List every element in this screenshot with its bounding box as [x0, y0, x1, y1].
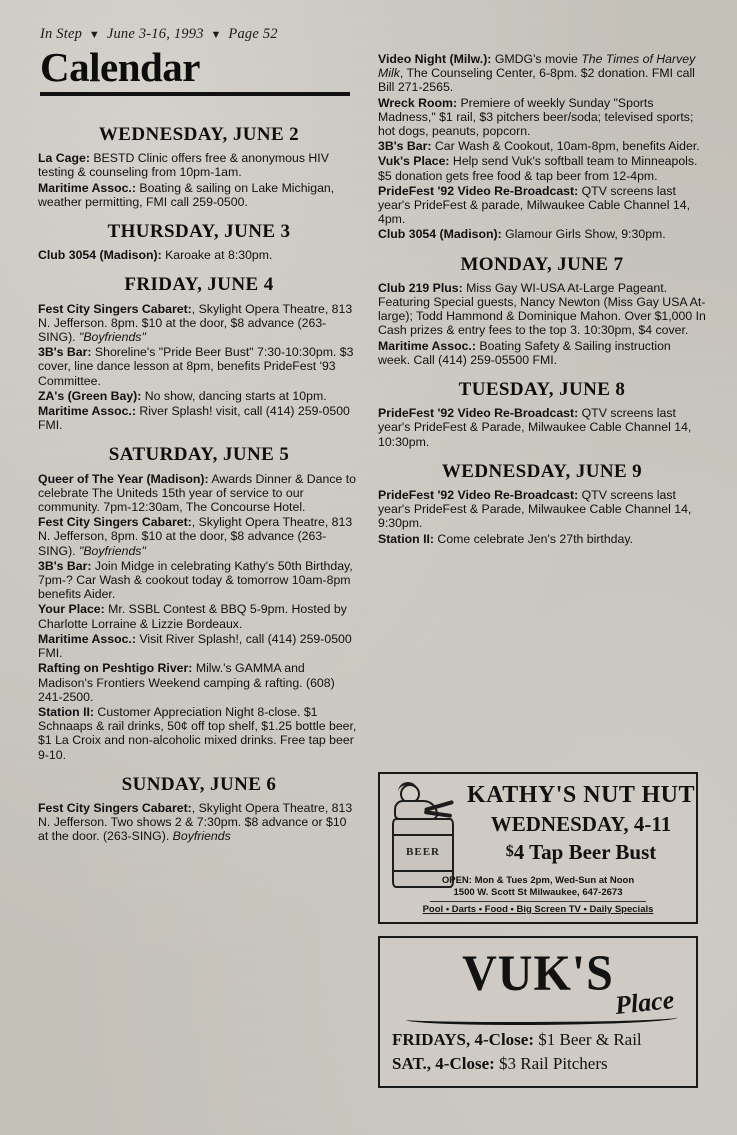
entry-title-italic: "Boyfriends": [75, 330, 146, 345]
page-number: Page 52: [228, 26, 278, 42]
calendar-entry: [38, 302, 360, 345]
entry-text: Karoake at 8:30pm.: [161, 248, 273, 263]
entry-text: Glamour Girls Show, 9:30pm.: [501, 227, 666, 242]
entry-text: Premiere of weekly Sunday "Sports Madness," $1 rail, $3 pitchers beer/soda; televised sports; hot dogs, peanuts, popcorn.: [378, 95, 694, 139]
entry-text: Visit River Splash!, call (414) 259-0500 FMI.: [38, 631, 352, 661]
entry-venue: 3B's Bar:: [378, 139, 432, 154]
entry-venue: Fest City Singers Cabaret:: [38, 301, 192, 316]
entry-venue: Club 219 Plus:: [378, 280, 463, 295]
day-heading: WEDNESDAY, JUNE 2: [98, 124, 300, 145]
entry-text: , Skylight Opera Theatre, 813 N. Jefferson, 8pm. $10 at the door, $8 advance (263-SING).: [38, 515, 353, 558]
entry-text: Boating Safety & Sailing instruction week. Call (414) 259-05500 FMI.: [378, 338, 671, 367]
entry-text: BESTD Clinic offers free & anonymous HIV testing & counseling from 10pm-1am.: [38, 151, 329, 180]
calendar-entry: [378, 281, 706, 338]
ad-kathys-nut-hut: [378, 772, 698, 924]
vuks-underline-swoosh: [406, 1012, 678, 1025]
nut-hut-address: 1500 W. Scott St Milwaukee, 647-2673: [453, 887, 623, 898]
entry-venue: Vuk's Place:: [378, 154, 450, 169]
vuks-friday-special: [392, 1030, 684, 1050]
entry-venue: Rafting on Peshtigo River:: [38, 661, 193, 676]
right-column: [378, 52, 706, 547]
entry-venue: PrideFest '92 Video Re-Broadcast:: [378, 183, 579, 198]
nut-hut-special-text: 4 Tap Beer Bust: [513, 840, 657, 864]
calendar-entry: [38, 602, 360, 630]
calendar-entry: [38, 632, 360, 660]
entry-venue: Station II:: [378, 531, 435, 546]
entry-text: QTV screens last year's PrideFest & Parade, Milwaukee Cable Channel 14, 10:30pm.: [378, 406, 692, 449]
calendar-entry: [378, 154, 706, 182]
entry-text: Come celebrate Jen's 27th birthday.: [434, 531, 633, 546]
entry-text: Mr. SSBL Contest & BBQ 5-9pm. Hosted by Charlotte Lorraine & Lizzie Bordeaux.: [38, 602, 347, 631]
nut-hut-special: [466, 840, 696, 865]
calendar-entry: [38, 248, 360, 262]
entry-text: Boating & sailing on Lake Michigan, weather permitting, FMI call 259-0500.: [38, 180, 335, 209]
vuks-friday-value: $1 Beer & Rail: [534, 1030, 642, 1049]
entry-venue: Club 3054 (Madison):: [38, 248, 162, 263]
vuks-saturday-special: [392, 1054, 684, 1074]
calendar-entry: [378, 488, 706, 531]
entry-venue: PrideFest '92 Video Re-Broadcast:: [378, 488, 579, 503]
entry-title-italic: "Boyfriends": [75, 543, 146, 558]
entry-venue: Station II:: [38, 704, 95, 719]
entry-venue: PrideFest '92 Video Re-Broadcast:: [378, 406, 579, 421]
calendar-entry: [38, 705, 360, 762]
issue-date: June 3-16, 1993: [106, 26, 204, 42]
day-heading: FRIDAY, JUNE 4: [124, 274, 274, 296]
calendar-entry: [378, 406, 706, 449]
entry-venue: Wreck Room:: [378, 95, 458, 110]
entry-title-italic: The Times of Harvey Milk: [378, 52, 696, 81]
calendar-entry: [378, 52, 706, 95]
calendar-entry: [38, 472, 360, 515]
vuks-saturday-label: SAT., 4-Close:: [392, 1054, 495, 1073]
calendar-entry: [38, 801, 360, 844]
dollar-sign: $: [505, 843, 514, 860]
vuks-saturday-value: $3 Rail Pitchers: [494, 1054, 608, 1073]
entry-text: No show, dancing starts at 10pm.: [141, 388, 327, 403]
vuks-friday-label: FRIDAYS, 4-Close:: [392, 1030, 534, 1049]
entry-text: , Skylight Opera Theatre, 813 N. Jefferson. Two shows 2 & 7:30pm. $8 advance or $10 at the door. (263-SING).: [38, 800, 353, 844]
separator-diamond-icon: ▼: [88, 29, 100, 41]
vuks-subname: Place: [613, 984, 676, 1021]
page-title: Calendar: [40, 44, 200, 90]
entry-text: Join Midge in celebrating Kathy's 50th Birthday, 7pm-? Car Wash & cookout today & tomorrow 10am-8pm benefits Aider.: [38, 558, 353, 602]
entry-venue: Maritime Assoc.:: [378, 338, 476, 353]
calendar-entry: [38, 389, 360, 403]
entry-venue: Maritime Assoc.:: [38, 631, 136, 646]
entry-venue: 3B's Bar:: [38, 558, 92, 573]
masthead: [40, 26, 360, 96]
calendar-entry: [38, 345, 360, 388]
keg-label: BEER: [406, 846, 440, 858]
vuks-name: VUK'S: [462, 945, 614, 1002]
entry-text: Customer Appreciation Night 8-close. $1 Schnaaps & rail drinks, 50¢ off top shelf, $1.25 bottle beer, $1 La Croix and non-alcoholic mixed drinks. Free tap beer 9-10.: [38, 704, 357, 762]
day-heading: THURSDAY, JUNE 3: [107, 221, 291, 243]
vuks-specials: [380, 1024, 696, 1074]
vuks-logo: [380, 938, 696, 1024]
title-rule: [40, 92, 350, 96]
entry-text: Milw.'s GAMMA and Madison's Frontiers Weekend camping & rafting. (608) 241-2500.: [38, 661, 335, 704]
entry-venue: Your Place:: [38, 602, 105, 617]
calendar-entry: [378, 532, 706, 546]
entry-text: GMDG's movie: [491, 52, 582, 66]
calendar-entry: [378, 96, 706, 139]
separator-diamond-icon-2: ▼: [210, 29, 222, 41]
entry-text: QTV screens last year's PrideFest & Parade, Milwaukee Cable Channel 14, 9:30pm.: [378, 488, 692, 531]
entry-text: QTV screens last year's PrideFest & parade, Milwaukee Cable Channel 14, 4pm.: [378, 183, 690, 227]
entry-venue: ZA's (Green Bay):: [38, 388, 142, 403]
left-column: [38, 124, 360, 845]
entry-venue: Fest City Singers Cabaret:: [38, 515, 192, 530]
entry-text: Miss Gay WI-USA At-Large Pageant. Featuring Special guests, Nancy Newton (Miss Gay USA At-large); Todd Hammond & Dominique Mahon. Over $1,000 In Cash prizes & entry fees to the top 3. 10:30pm, $4 cover.: [378, 280, 706, 338]
entry-venue: La Cage:: [38, 151, 90, 166]
calendar-entry: [38, 404, 360, 432]
calendar-entry: [378, 139, 706, 153]
calendar-entry: [378, 339, 706, 367]
masthead-line: [40, 26, 360, 43]
day-heading: SUNDAY, JUNE 6: [121, 773, 277, 795]
entry-text: Help send Vuk's softball team to Minneapols. $5 donation gets free food & tap beer from 12-4pm.: [378, 154, 698, 183]
entry-venue: Maritime Assoc.:: [38, 404, 136, 419]
day-heading: TUESDAY, JUNE 8: [458, 379, 626, 401]
entry-text: , Skylight Opera Theatre, 813 N. Jefferson. 8pm. $10 at the door, $8 advance (263-SING).: [38, 301, 353, 345]
nut-hut-hours: OPEN: Mon & Tues 2pm, Wed-Sun at Noon: [441, 875, 635, 886]
calendar-entry: [378, 184, 706, 227]
nut-hut-day: WEDNESDAY, 4-11: [490, 812, 672, 836]
nut-hut-footer: [380, 875, 696, 916]
entry-venue: Queer of The Year (Madison):: [38, 471, 209, 486]
entry-text: River Splash! visit, call (414) 259-0500 FMI.: [38, 404, 350, 433]
day-heading: MONDAY, JUNE 7: [460, 253, 624, 275]
nut-hut-name: KATHY'S NUT HUT: [467, 782, 695, 808]
entry-venue: Maritime Assoc.:: [38, 180, 136, 195]
entry-venue: 3B's Bar:: [38, 345, 92, 360]
entry-venue: Video Night (Milw.):: [378, 52, 492, 66]
entry-text: Shoreline's "Pride Beer Bust" 7:30-10:30pm. $3 cover, line dance lesson at 8pm, benefits PrideFest '93 Committee.: [38, 345, 354, 388]
calendar-entry: [38, 661, 360, 704]
entry-text: Awards Dinner & Dance to celebrate The Uniteds 15th year of service to our community. 7pm-12:30am, The Concourse Hotel.: [38, 471, 357, 515]
calendar-entry: [38, 515, 360, 558]
calendar-entry: [38, 151, 360, 179]
entry-venue: Club 3054 (Madison):: [378, 227, 502, 242]
ad-vuks-place: [378, 936, 698, 1088]
calendar-entry: [378, 227, 706, 241]
entry-text-cont: , The Counseling Center, 6-8pm. $2 donation. FMI call Bill 271-2565.: [378, 66, 695, 95]
entry-title-italic: Boyfriends: [169, 829, 231, 844]
nut-hut-features: Pool • Darts • Food • Big Screen TV • Daily Specials: [422, 904, 654, 915]
publication-name: In Step: [40, 26, 83, 42]
calendar-entry: [38, 559, 360, 602]
calendar-entry: [38, 181, 360, 209]
entry-venue: Fest City Singers Cabaret:: [38, 800, 192, 815]
day-heading: WEDNESDAY, JUNE 9: [441, 460, 643, 482]
entry-text: Car Wash & Cookout, 10am-8pm, benefits Aider.: [431, 139, 700, 154]
footer-rule: [430, 901, 646, 902]
day-heading: SATURDAY, JUNE 5: [108, 444, 290, 466]
